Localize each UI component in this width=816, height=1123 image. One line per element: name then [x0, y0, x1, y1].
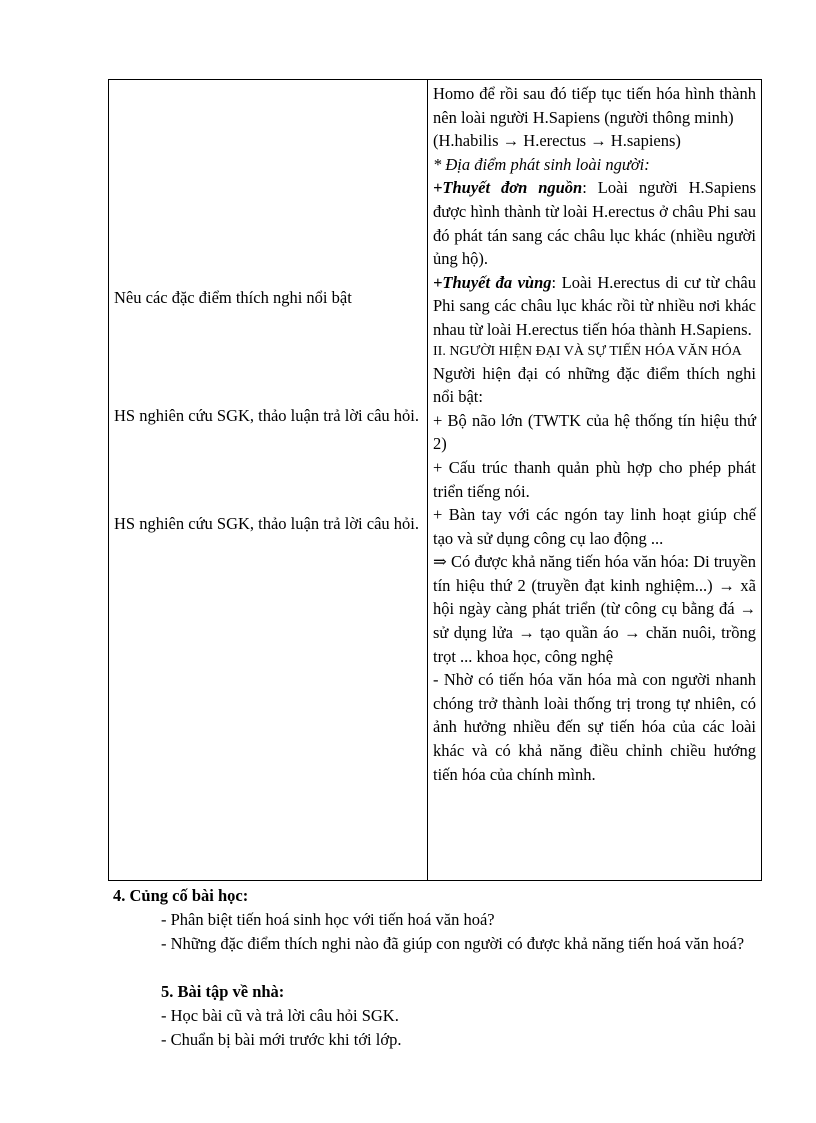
review-section — [113, 884, 761, 956]
teacher-student-activity-cell — [109, 80, 428, 881]
content-cell — [428, 80, 762, 881]
review-item: - Phân biệt tiến hoá sinh học với tiến hoá văn hoá? — [161, 910, 495, 929]
multi-region-theory — [433, 271, 756, 342]
homework-section — [113, 980, 761, 1052]
theory-text: : Loài người H.Sapiens được hình thành từ loài H.erectus ở châu Phi sau đó phát tán sang các châu lục khác (nhiều người ủng hộ). — [433, 178, 756, 269]
content-paragraph: ⇒ Có được khả năng tiến hóa văn hóa: Di truyền tín hiệu thứ 2 (truyền đạt kinh nghiệm...) → xã hội ngày càng phát triển (từ công cụ bằng đá → sử dụng lửa → tạo quần áo → chăn nuôi, trồng trọt ... khoa học, công nghệ — [433, 552, 756, 666]
theory-label: +Thuyết đa vùng — [433, 272, 552, 292]
homework-item: - Học bài cũ và trả lời câu hỏi SGK. — [161, 1006, 399, 1025]
activity-instruction: HS nghiên cứu SGK, thảo luận trả lời câu hỏi. — [114, 406, 419, 425]
activity-question: Nêu các đặc điểm thích nghi nổi bật — [114, 288, 352, 307]
content-paragraph: Homo để rồi sau đó tiếp tục tiến hóa hình thành nên loài người H.Sapiens (người thông minh) — [433, 84, 756, 127]
content-paragraph: + Bàn tay với các ngón tay linh hoạt giúp chế tạo và sử dụng công cụ lao động ... — [433, 505, 756, 548]
origin-heading: * Địa điểm phát sinh loài người: — [433, 154, 650, 174]
homework-item: - Chuẩn bị bài mới trước khi tới lớp. — [161, 1030, 402, 1049]
theory-label: +Thuyết đơn nguồn — [433, 178, 583, 198]
review-item — [113, 932, 761, 956]
theory-text: : Loài H.erectus di cư từ châu Phi sang các châu lục khác rồi từ nhiều nơi khác nhau từ loài H.erectus tiến hóa thành H.Sapiens. — [433, 272, 756, 339]
table-row — [109, 80, 762, 881]
content-paragraph: + Bộ não lớn (TWTK của hệ thống tín hiệu thứ 2) — [433, 410, 756, 454]
content-paragraph: - Nhờ có tiến hóa văn hóa mà con người nhanh chóng trở thành loài thống trị trong tự nhiên, có ảnh hưởng nhiều đến sự tiến hóa của các loài khác và có khả năng điều chỉnh chiều hướng tiến hóa của chính mình. — [433, 670, 756, 784]
lesson-table — [108, 79, 762, 881]
content-paragraph: Người hiện đại có những đặc điểm thích nghi nổi bật: — [433, 363, 756, 407]
activity-instruction: HS nghiên cứu SGK, thảo luận trả lời câu hỏi. — [114, 514, 419, 533]
single-origin-theory — [433, 176, 756, 270]
section-title: 4. Củng cố bài học: — [113, 886, 249, 905]
content-text — [428, 80, 761, 790]
section-title: 5. Bài tập về nhà: — [161, 982, 285, 1001]
review-item-text: - Những đặc điểm thích nghi nào đã giúp con người có được khả năng tiến hoá văn hoá? — [161, 934, 745, 953]
evolution-sequence: (H.habilis → H.erectus → H.sapiens) — [433, 131, 681, 151]
content-paragraph: + Cấu trúc thanh quản phù hợp cho phép phát triển tiếng nói. — [433, 457, 756, 501]
section-heading: II. NGƯỜI HIỆN ĐẠI VÀ SỰ TIẾN HÓA VĂN HÓA — [433, 343, 742, 359]
